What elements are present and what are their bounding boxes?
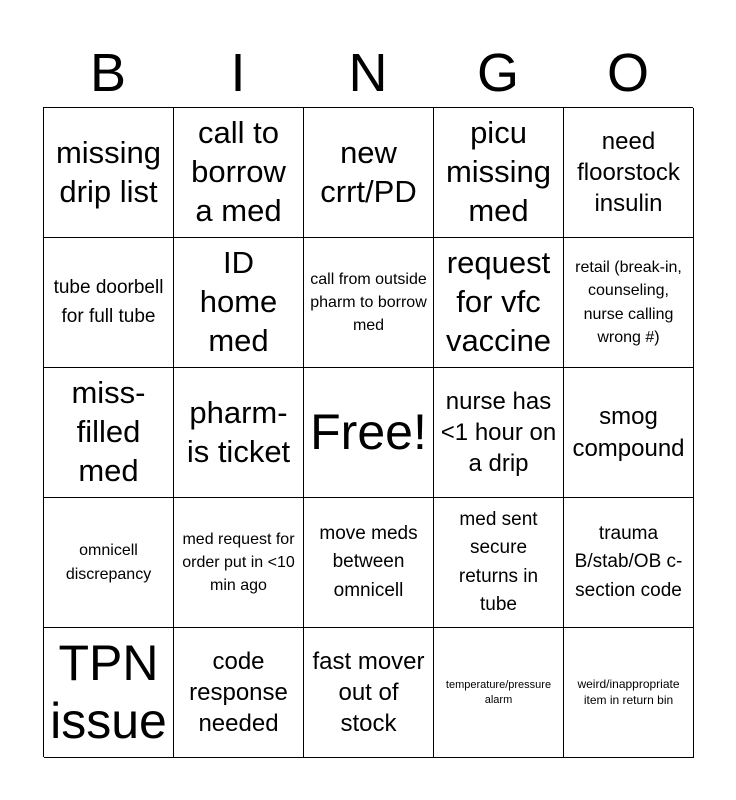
bingo-cell[interactable] [434,628,564,758]
cell-text: med request for order put in <10 min ago [182,530,295,595]
bingo-cell[interactable] [564,238,694,368]
bingo-cell[interactable] [434,498,564,628]
bingo-cell[interactable] [304,238,434,368]
cell-text: nurse has <1 hour on a drip [440,387,557,478]
cell-text: miss-filled med [71,375,146,488]
cell-text: Free! [310,403,427,460]
cell-text: temperature/pressure alarm [445,678,552,706]
cell-text: missing drip list [55,134,162,209]
bingo-board [43,107,693,757]
cell-text: code response needed [189,647,288,738]
cell-text: picu missing med [445,115,552,228]
bingo-cell[interactable] [564,628,694,758]
bingo-cell[interactable] [174,108,304,238]
free-space-cell[interactable] [304,368,434,498]
header-letter-i: I [230,43,246,103]
cell-text: new crrt/PD [320,134,417,209]
cell-text: request for vfc vaccine [445,245,552,358]
cell-text: need floorstock insulin [577,127,680,218]
bingo-cell[interactable] [434,368,564,498]
bingo-cell[interactable] [174,238,304,368]
header-letter-b: B [89,43,127,103]
cell-text: fast mover out of stock [312,647,425,738]
bingo-cell[interactable] [304,108,434,238]
bingo-cell[interactable] [44,368,174,498]
bingo-cell[interactable] [44,628,174,758]
bingo-cell[interactable] [174,498,304,628]
cell-text: ID home med [199,245,278,358]
bingo-cell[interactable] [304,498,434,628]
bingo-cell[interactable] [44,108,174,238]
bingo-header [43,40,693,106]
header-letter-n: N [348,43,388,103]
bingo-cell[interactable] [434,238,564,368]
bingo-cell[interactable] [44,238,174,368]
cell-text: smog compound [572,403,685,462]
bingo-cell[interactable] [174,628,304,758]
bingo-cell[interactable] [564,368,694,498]
cell-text: pharm-is ticket [186,394,291,469]
header-letter-o: O [606,43,649,103]
bingo-cell[interactable] [434,108,564,238]
cell-text: move meds between omnicell [319,522,418,601]
cell-text: retail (break-in, counseling, nurse calling wrong #) [575,259,682,346]
bingo-cell[interactable] [174,368,304,498]
cell-text: call from outside pharm to borrow med [310,270,427,335]
header-letter-g: G [476,43,519,103]
cell-text: weird/inappropriate item in return bin [577,676,680,707]
cell-text: med sent secure returns in tube [458,508,539,615]
bingo-cell[interactable] [564,498,694,628]
bingo-cell[interactable] [304,628,434,758]
bingo-cell[interactable] [44,498,174,628]
cell-text: TPN issue [50,635,167,749]
cell-text: call to borrow a med [191,115,286,228]
cell-text: tube doorbell for full tube [53,277,164,327]
cell-text: omnicell discrepancy [65,542,152,583]
bingo-cell[interactable] [564,108,694,238]
cell-text: trauma B/stab/OB c-section code [574,522,683,601]
